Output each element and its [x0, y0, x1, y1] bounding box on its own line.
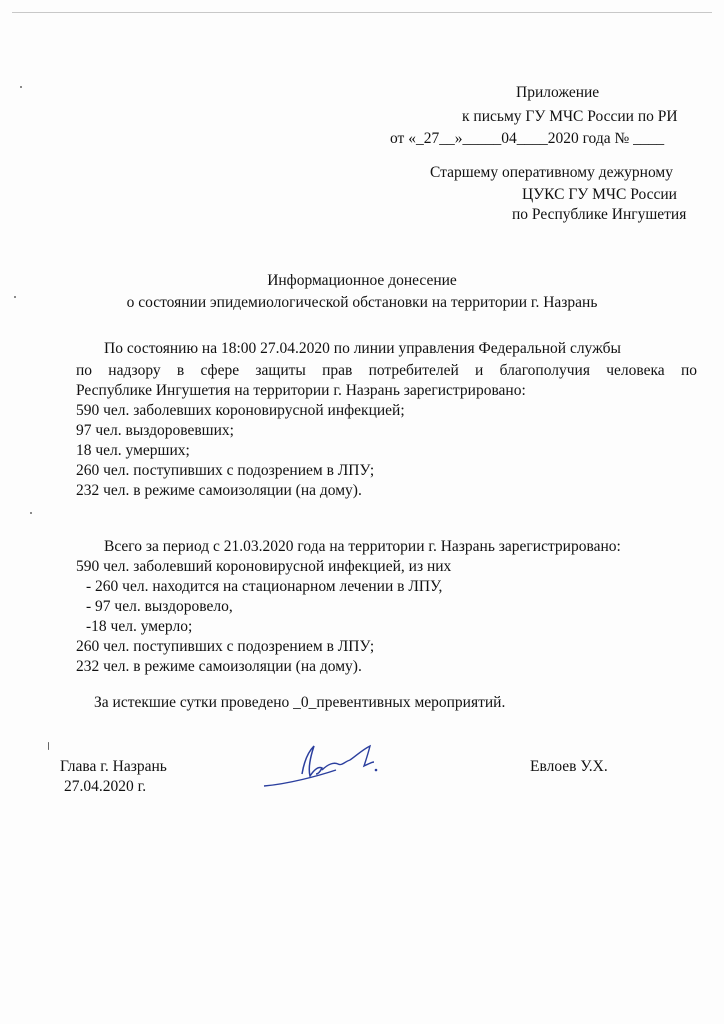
- section2-item: 232 чел. в режиме самоизоляции (на дому).: [76, 658, 362, 675]
- addressee-line-1: Старшему оперативному дежурному: [430, 164, 673, 181]
- header-line-letter: к письму ГУ МЧС России по РИ: [462, 108, 678, 125]
- section2-item: 590 чел. заболевший короновирусной инфекцией, из них: [76, 558, 452, 575]
- signatory-position: Глава г. Назрань: [60, 758, 167, 775]
- scan-speck: [14, 296, 16, 298]
- preventive-measures-line: За истекшие сутки проведено _0_превентивных мероприятий.: [94, 694, 506, 711]
- document-title: Информационное донесение: [267, 272, 457, 289]
- signature-date: 27.04.2020 г.: [64, 778, 147, 795]
- scan-speck: [20, 86, 22, 88]
- section2-item: 260 чел. поступивших с подозрением в ЛПУ;: [76, 638, 375, 655]
- section1-item: 97 чел. выздоровевших;: [76, 422, 234, 439]
- section1-intro-line-3: Республике Ингушетия на территории г. Назрань зарегистрировано:: [76, 382, 526, 399]
- section2-intro: Всего за период с 21.03.2020 года на территории г. Назрань зарегистрировано:: [104, 538, 621, 555]
- section1-item: 232 чел. в режиме самоизоляции (на дому).: [76, 482, 362, 499]
- header-line-date-number: от «_27__»_____04____2020 года № ____: [390, 130, 665, 147]
- signatory-name: Евлоев У.Х.: [530, 758, 608, 775]
- section2-item: - 260 чел. находится на стационарном лечении в ЛПУ,: [86, 578, 443, 595]
- scan-speck: [30, 512, 32, 514]
- header-line-attachment: Приложение: [516, 84, 600, 101]
- section2-item: - 97 чел. выздоровело,: [86, 598, 233, 615]
- addressee-line-2: ЦУКС ГУ МЧС России: [522, 186, 677, 203]
- section1-item: 18 чел. умерших;: [76, 442, 190, 459]
- section2-item: -18 чел. умерло;: [86, 618, 193, 635]
- scan-top-edge: [12, 12, 712, 13]
- document-subtitle: о состоянии эпидемиологической обстановки на территории г. Назрань: [126, 294, 598, 311]
- section1-item: 260 чел. поступивших с подозрением в ЛПУ;: [76, 462, 375, 479]
- section1-item: 590 чел. заболевших короновирусной инфекцией;: [76, 402, 405, 419]
- section1-intro-line-1: По состоянию на 18:00 27.04.2020 по линии управления Федеральной службы: [104, 340, 621, 357]
- section1-intro-line-2: по надзору в сфере защиты прав потребителей и благополучия человека по: [76, 362, 697, 379]
- handwritten-signature: [258, 740, 398, 796]
- scan-speck: [48, 742, 49, 750]
- addressee-line-3: по Республике Ингушетия: [512, 206, 687, 223]
